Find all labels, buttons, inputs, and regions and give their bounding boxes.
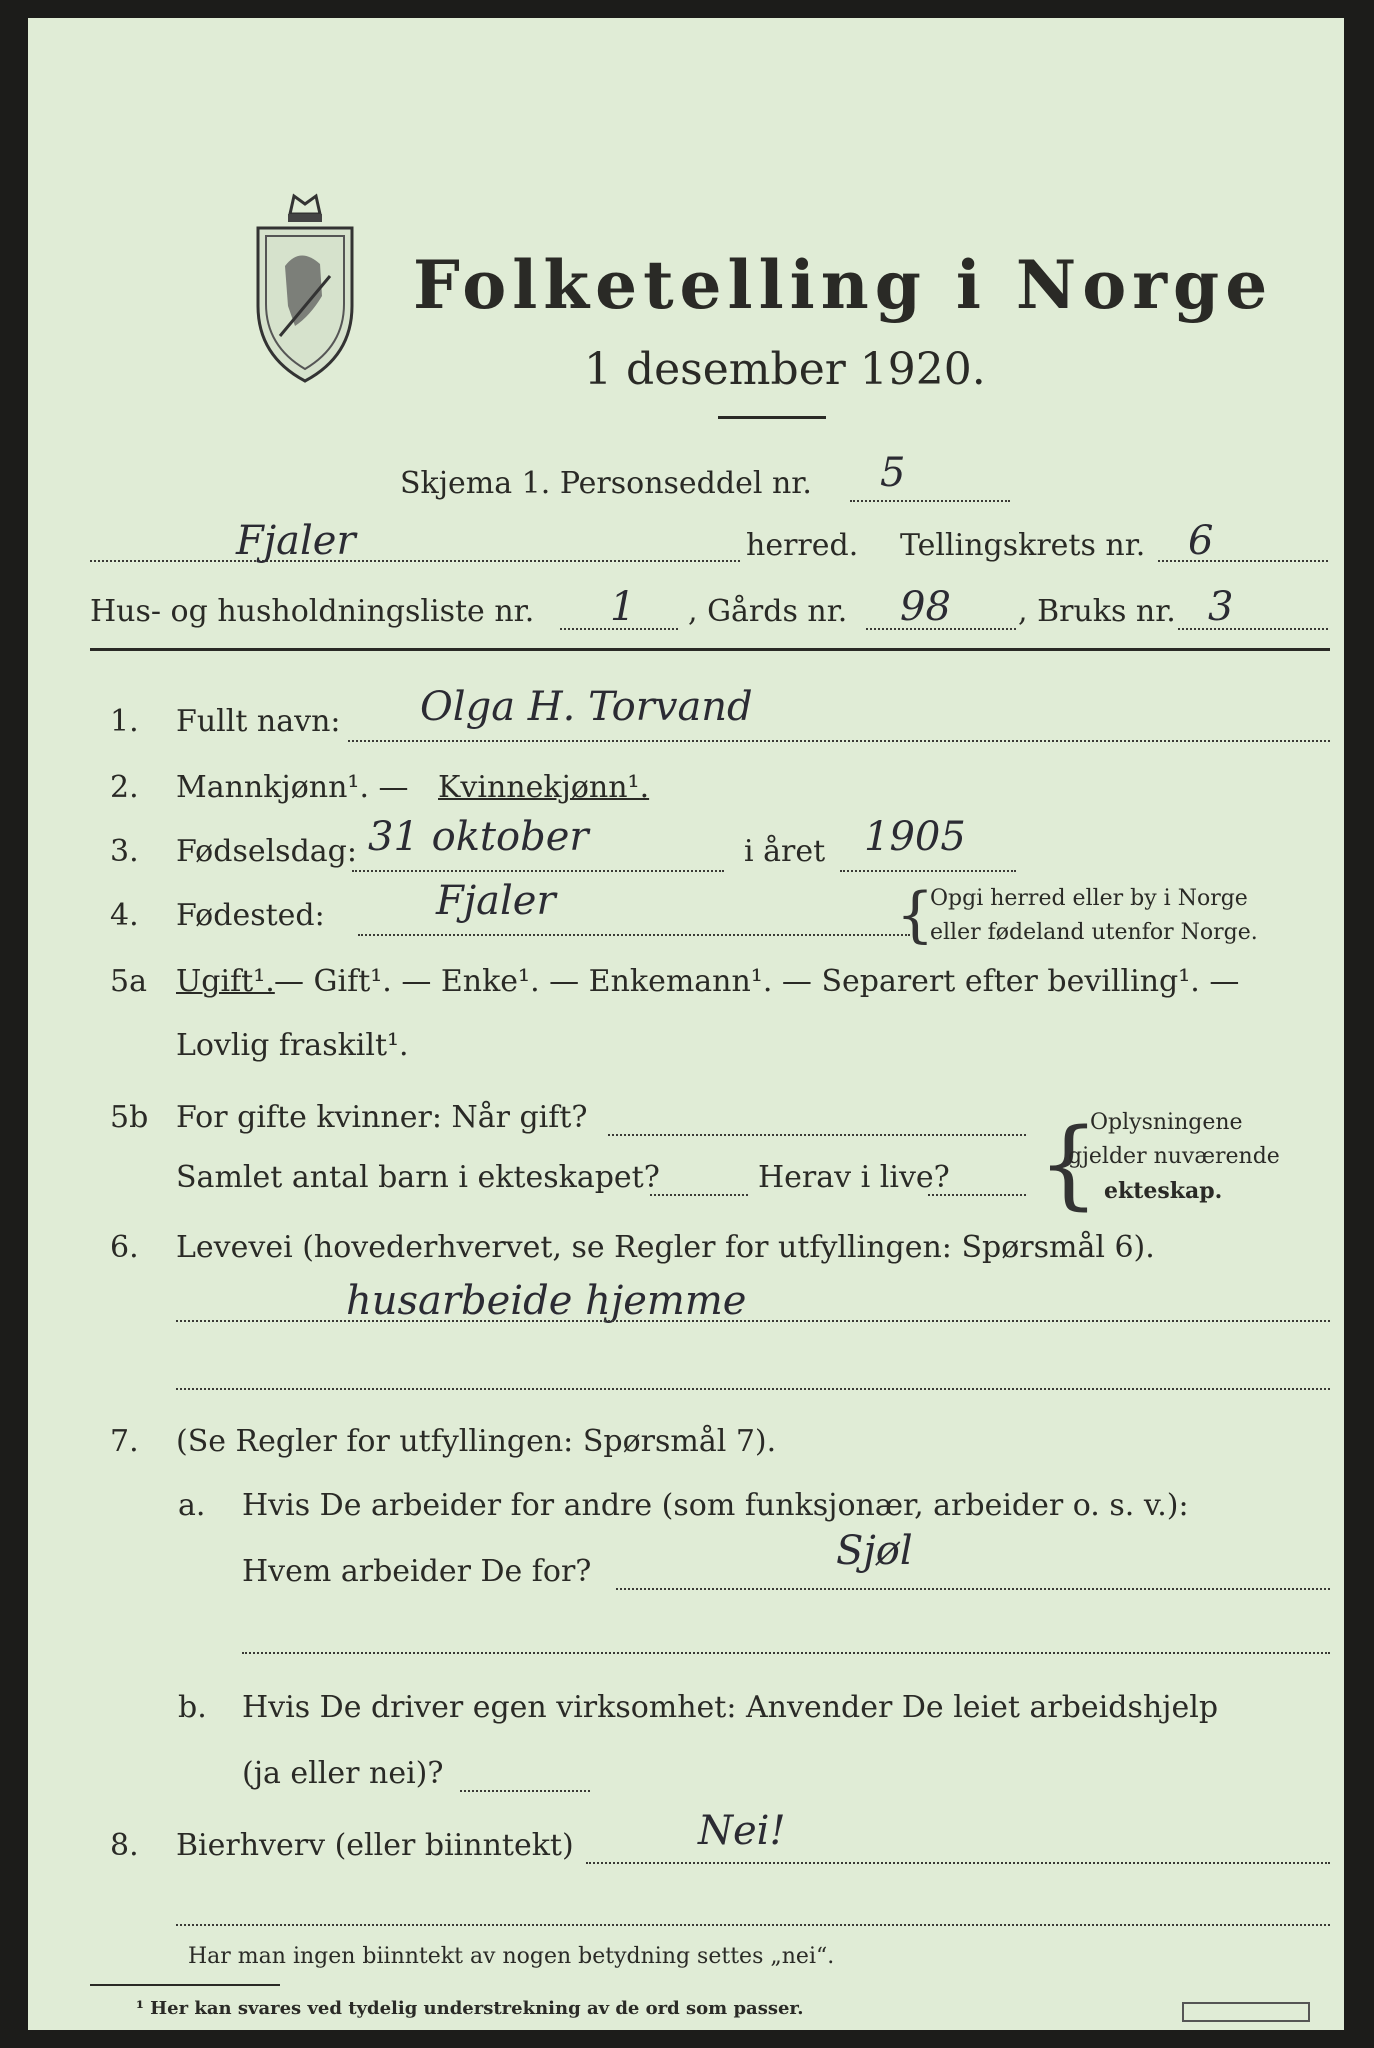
husholdning-value: 1 <box>610 584 636 630</box>
q1-label: Fullt navn: <box>176 704 341 739</box>
q8-dots-2 <box>176 1924 1330 1926</box>
q7-label: (Se Regler for utfyllingen: Spørsmål 7). <box>176 1424 777 1459</box>
q7b-letter: b. <box>178 1690 207 1725</box>
q7a-value: Sjøl <box>836 1528 913 1574</box>
q5b-label: For gifte kvinner: Når gift? <box>176 1100 588 1135</box>
form-date: 1 desember 1920. <box>584 344 986 395</box>
tellingskrets-label: Tellingskrets nr. <box>900 528 1146 563</box>
q3-aaret-label: i året <box>744 834 826 869</box>
q3-aaret-dots <box>840 870 1016 872</box>
q7-number: 7. <box>110 1424 139 1459</box>
q8-number: 8. <box>110 1828 139 1863</box>
q3-label: Fødselsdag: <box>176 834 357 869</box>
q2-kvinne: Kvinnekjønn¹. <box>438 770 650 805</box>
husholdning-label: Hus- og husholdningsliste nr. <box>90 594 535 629</box>
header-rule <box>90 648 1330 651</box>
q3-value: 31 oktober <box>368 814 589 860</box>
q5a-number: 5a <box>110 964 147 999</box>
q5a-line2: Lovlig fraskilt¹. <box>176 1028 409 1063</box>
bruks-value: 3 <box>1208 584 1234 630</box>
q5b-line2-label: Samlet antal barn i ekteskapet? <box>176 1160 660 1195</box>
q4-value: Fjaler <box>436 878 556 924</box>
q2-number: 2. <box>110 770 139 805</box>
footnote: ¹ Her kan svares ved tydelig understrekning av de ord som passer. <box>136 1998 804 2019</box>
q7b-line2: (ja eller nei)? <box>242 1756 444 1791</box>
q5a-options: — Gift¹. — Enke¹. — Enkemann¹. — Separert efter bevilling¹. — <box>274 964 1240 999</box>
q6-label: Levevei (hovederhvervet, se Regler for utfyllingen: Spørsmål 6). <box>176 1230 1155 1265</box>
tellingskrets-dots <box>1158 560 1328 562</box>
q1-value: Olga H. Torvand <box>420 684 753 730</box>
herred-label: herred. <box>746 528 859 563</box>
form-title: Folketelling i Norge <box>413 246 1274 324</box>
q7a-line2: Hvem arbeider De for? <box>242 1554 592 1589</box>
q8-dots-1 <box>586 1862 1330 1864</box>
printer-stamp <box>1182 2002 1310 2022</box>
q7a-dots-1 <box>616 1588 1330 1590</box>
bruks-dots <box>1178 628 1328 630</box>
gards-value: 98 <box>900 584 951 630</box>
q1-number: 1. <box>110 704 139 739</box>
q5a-ugift: Ugift¹. <box>176 964 275 999</box>
q5b-note-1: Oplysningene <box>1090 1110 1243 1135</box>
q6-dots-2 <box>176 1388 1330 1390</box>
q1-dots <box>348 740 1330 742</box>
q4-label: Fødested: <box>176 898 325 933</box>
q7b-dots <box>460 1790 590 1792</box>
q3-number: 3. <box>110 834 139 869</box>
q6-dots-1 <box>176 1320 1330 1322</box>
q6-value: husarbeide hjemme <box>346 1278 747 1324</box>
q3-dots <box>352 870 724 872</box>
personseddel-dots <box>850 500 1010 502</box>
q2-mann: Mannkjønn¹. — <box>176 770 409 805</box>
q7b-label: Hvis De driver egen virksomhet: Anvender De leiet arbeidshjelp <box>242 1690 1219 1725</box>
q5b-number: 5b <box>110 1100 149 1135</box>
q5b-brace: { <box>1038 1108 1100 1220</box>
tellingskrets-value: 6 <box>1188 518 1214 564</box>
note-nei: Har man ingen biinntekt av nogen betydning settes „nei“. <box>188 1944 835 1969</box>
herred-value: Fjaler <box>236 518 356 564</box>
gards-label: , Gårds nr. <box>688 594 848 629</box>
q5b-dots-2 <box>650 1194 748 1196</box>
q5b-herav-label: Herav i live? <box>758 1160 950 1195</box>
q7a-label: Hvis De arbeider for andre (som funksjonær, arbeider o. s. v.): <box>242 1488 1189 1523</box>
q4-number: 4. <box>110 898 139 933</box>
q4-note-1: Opgi herred eller by i Norge <box>930 886 1248 911</box>
footnote-rule <box>90 1984 280 1986</box>
q8-label: Bierhverv (eller biinntekt) <box>176 1828 574 1863</box>
coat-of-arms-icon <box>250 186 360 386</box>
q7a-letter: a. <box>178 1488 206 1523</box>
herred-dots <box>90 560 740 562</box>
q7a-dots-2 <box>242 1652 1330 1654</box>
q3-aaret-value: 1905 <box>864 814 966 860</box>
q5b-note-2: gjelder nuværende <box>1068 1144 1280 1169</box>
skjema-label: Skjema 1. Personseddel nr. <box>400 466 812 501</box>
bruks-label: , Bruks nr. <box>1018 594 1176 629</box>
divider <box>718 416 826 419</box>
q4-note-2: eller fødeland utenfor Norge. <box>930 920 1258 945</box>
q4-brace: { <box>896 880 935 950</box>
census-form <box>28 18 1344 2030</box>
q5b-note-3: ekteskap. <box>1104 1178 1223 1204</box>
q4-dots <box>358 934 910 936</box>
q5b-dots-3 <box>928 1194 1026 1196</box>
q8-value: Nei! <box>698 1808 786 1854</box>
q5b-dots-1 <box>608 1134 1026 1136</box>
personseddel-value: 5 <box>880 450 906 496</box>
q6-number: 6. <box>110 1230 139 1265</box>
